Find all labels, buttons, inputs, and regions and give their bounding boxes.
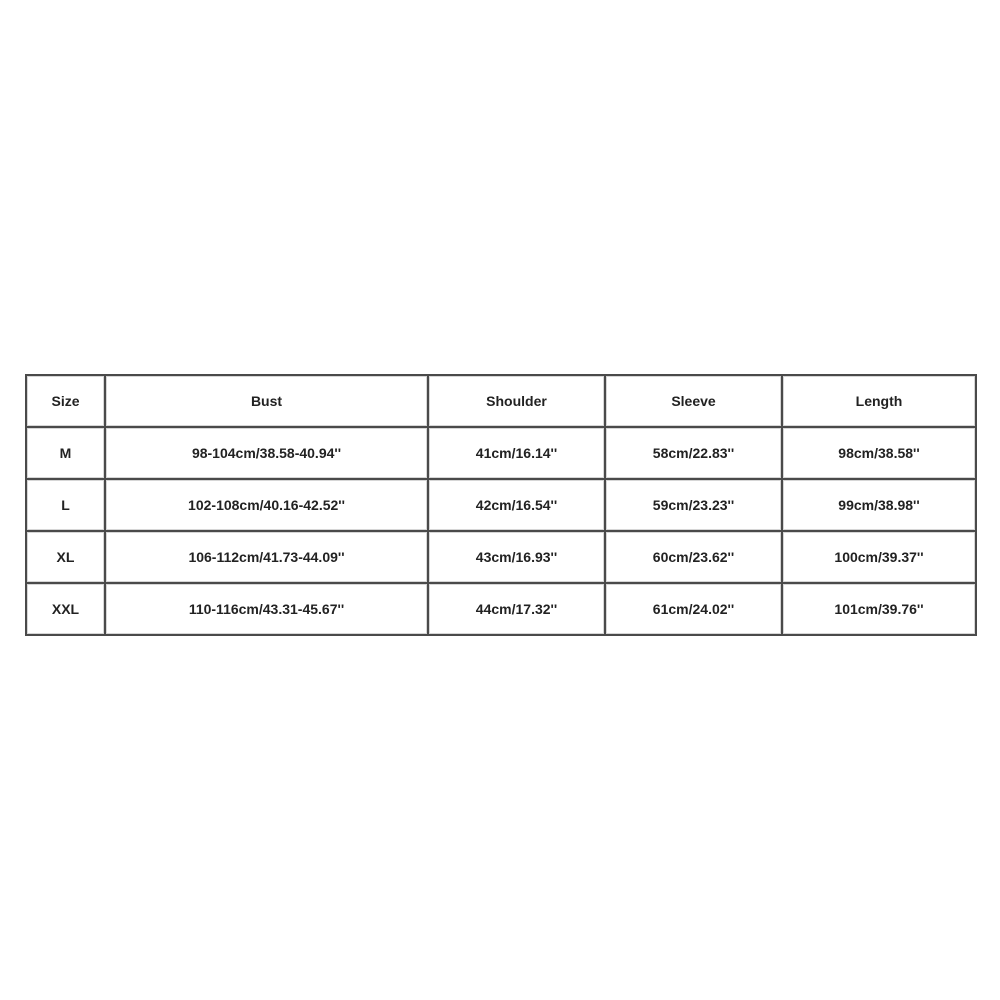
cell-bust: 98-104cm/38.58-40.94'' [105, 427, 428, 479]
cell-shoulder: 44cm/17.32'' [428, 583, 605, 635]
cell-length: 98cm/38.58'' [782, 427, 976, 479]
cell-sleeve: 61cm/24.02'' [605, 583, 782, 635]
cell-sleeve: 60cm/23.62'' [605, 531, 782, 583]
table-row [26, 479, 976, 531]
cell-size: M [26, 427, 105, 479]
cell-shoulder: 42cm/16.54'' [428, 479, 605, 531]
header-sleeve: Sleeve [605, 375, 782, 427]
header-length: Length [782, 375, 976, 427]
cell-length: 99cm/38.98'' [782, 479, 976, 531]
header-size: Size [26, 375, 105, 427]
cell-size: XXL [26, 583, 105, 635]
table-row [26, 531, 976, 583]
cell-bust: 110-116cm/43.31-45.67'' [105, 583, 428, 635]
cell-sleeve: 59cm/23.23'' [605, 479, 782, 531]
cell-sleeve: 58cm/22.83'' [605, 427, 782, 479]
table-row [26, 583, 976, 635]
cell-size: XL [26, 531, 105, 583]
header-shoulder: Shoulder [428, 375, 605, 427]
cell-length: 101cm/39.76'' [782, 583, 976, 635]
size-chart-table [25, 374, 977, 636]
table-row [26, 427, 976, 479]
cell-bust: 102-108cm/40.16-42.52'' [105, 479, 428, 531]
cell-size: L [26, 479, 105, 531]
table-header-row [26, 375, 976, 427]
cell-shoulder: 41cm/16.14'' [428, 427, 605, 479]
cell-length: 100cm/39.37'' [782, 531, 976, 583]
cell-bust: 106-112cm/41.73-44.09'' [105, 531, 428, 583]
header-bust: Bust [105, 375, 428, 427]
cell-shoulder: 43cm/16.93'' [428, 531, 605, 583]
